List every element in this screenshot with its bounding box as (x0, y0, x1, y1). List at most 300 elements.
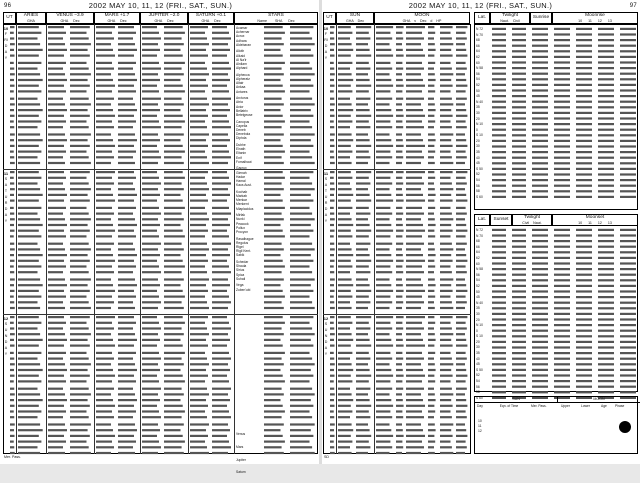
number-cell (598, 196, 614, 198)
number-cell (212, 399, 230, 401)
number-cell (190, 333, 209, 335)
number-cell (598, 185, 614, 187)
number-cell (190, 260, 208, 262)
summary-day-header: Day (477, 404, 483, 408)
number-cell (620, 240, 636, 242)
number-cell (118, 265, 136, 267)
number-cell (18, 271, 38, 273)
number-cell (554, 251, 570, 253)
number-cell (620, 374, 636, 376)
number-cell (576, 358, 592, 360)
number-cell (190, 207, 205, 209)
number-cell (48, 322, 66, 324)
latitude-label: 52 (476, 373, 480, 378)
number-cell (532, 112, 548, 114)
number-cell (532, 352, 548, 354)
number-cell (70, 188, 91, 190)
latitude-label: 35 (476, 150, 480, 155)
number-cell (96, 139, 113, 141)
number-cell (142, 62, 159, 64)
number-cell (290, 230, 313, 232)
number-cell (264, 207, 285, 209)
number-cell (598, 262, 614, 264)
number-cell (554, 151, 570, 153)
latitude-label: 54 (476, 379, 480, 384)
number-cell (212, 446, 231, 448)
number-cell (264, 271, 282, 273)
number-cell (290, 243, 312, 245)
number-cell (142, 133, 158, 135)
number-cell (70, 162, 91, 164)
number-cell (70, 416, 89, 418)
number-cell (290, 207, 310, 209)
number-cell (512, 318, 526, 320)
number-cell (48, 290, 64, 292)
number-cell (212, 358, 231, 360)
number-cell (118, 345, 134, 347)
number-cell (598, 56, 614, 58)
number-cell (118, 339, 137, 341)
number-cell (118, 278, 135, 280)
number-cell (290, 271, 312, 273)
col-moonrise: Moonrise 10 11 12 13 (552, 12, 638, 24)
number-cell (576, 28, 592, 30)
number-cell (264, 307, 284, 309)
number-cell (190, 380, 205, 382)
number-cell (164, 73, 184, 75)
number-cell (10, 380, 14, 382)
number-cell (96, 363, 111, 365)
number-cell (532, 39, 548, 41)
number-cell (492, 190, 506, 192)
number-cell (620, 229, 636, 231)
number-cell (18, 254, 43, 256)
number-cell (48, 139, 67, 141)
star-name: Spica (236, 272, 245, 277)
number-cell (290, 388, 312, 390)
number-cell (598, 279, 614, 281)
number-cell (620, 112, 636, 114)
number-cell (96, 177, 112, 179)
number-cell (164, 339, 181, 341)
number-cell (190, 296, 205, 298)
number-cell (48, 26, 64, 28)
number-cell (264, 85, 283, 87)
number-cell (512, 229, 526, 231)
number-cell (212, 109, 230, 111)
number-cell (554, 145, 570, 147)
number-cell (70, 265, 87, 267)
number-cell (492, 33, 506, 35)
number-cell (290, 32, 310, 34)
number-cell (532, 234, 548, 236)
number-cell (512, 173, 526, 175)
number-cell (598, 145, 614, 147)
number-cell (212, 32, 229, 34)
number-cell (290, 333, 315, 335)
number-cell (70, 316, 90, 318)
number-cell (70, 73, 91, 75)
number-cell (598, 50, 614, 52)
number-cell (532, 61, 548, 63)
number-cell (620, 45, 636, 47)
number-cell (290, 224, 311, 226)
star-name: Markab (236, 194, 247, 199)
number-cell (212, 339, 230, 341)
number-cell (96, 441, 112, 443)
number-cell (290, 290, 313, 292)
col-twilight: Twilight Naut. Civil (490, 12, 530, 24)
number-cell (48, 115, 64, 117)
number-cell (118, 79, 137, 81)
number-cell (142, 145, 157, 147)
number-cell (532, 285, 548, 287)
number-cell (290, 145, 313, 147)
number-cell (212, 243, 231, 245)
number-cell (142, 333, 158, 335)
number-cell (190, 352, 205, 354)
number-cell (620, 190, 636, 192)
number-cell (190, 171, 208, 173)
number-cell (118, 423, 135, 425)
number-cell (48, 218, 65, 220)
number-cell (70, 120, 87, 122)
number-cell (190, 213, 207, 215)
col-sunset: Sunset (490, 214, 512, 226)
number-cell (10, 43, 15, 45)
number-cell (118, 388, 133, 390)
latitude-label: N 40 (476, 300, 483, 305)
number-cell (598, 123, 614, 125)
number-cell (212, 213, 231, 215)
number-cell (190, 358, 207, 360)
number-cell (512, 45, 526, 47)
number-cell (512, 84, 526, 86)
star-name: Gienah (236, 170, 247, 175)
number-cell (290, 322, 310, 324)
number-cell (620, 84, 636, 86)
star-name: Alnilam (236, 62, 247, 67)
number-cell (96, 322, 112, 324)
number-cell (532, 33, 548, 35)
number-cell (512, 162, 526, 164)
star-name: Schedar (236, 260, 249, 265)
number-cell (512, 106, 526, 108)
number-cell (190, 248, 209, 250)
latitude-label: 56 (476, 71, 480, 76)
number-cell (492, 112, 506, 114)
number-cell (532, 67, 548, 69)
star-name: Acrux (236, 34, 245, 39)
number-cell (118, 410, 136, 412)
number-cell (264, 260, 283, 262)
number-cell (10, 416, 14, 418)
number-cell (10, 363, 15, 365)
number-cell (48, 145, 64, 147)
number-cell (620, 330, 636, 332)
summary-phase-header: Phase (615, 404, 625, 408)
latitude-label: 56 (476, 183, 480, 188)
number-cell (96, 410, 112, 412)
number-cell (48, 375, 64, 377)
number-cell (512, 302, 526, 304)
number-cell (532, 302, 548, 304)
number-cell (532, 89, 548, 91)
number-cell (512, 279, 526, 281)
number-cell (212, 452, 228, 454)
number-cell (290, 399, 311, 401)
number-cell (190, 98, 207, 100)
number-cell (290, 363, 315, 365)
number-cell (512, 358, 526, 360)
number-cell (290, 194, 311, 196)
number-cell (96, 73, 111, 75)
number-cell (96, 307, 111, 309)
number-cell (164, 446, 182, 448)
number-cell (164, 358, 182, 360)
number-cell (290, 156, 312, 158)
number-cell (620, 307, 636, 309)
number-cell (554, 363, 570, 365)
number-cell (96, 151, 112, 153)
col-saturn: SATURN +0.1 GHA Dec (188, 12, 234, 24)
number-cell (554, 285, 570, 287)
number-cell (70, 296, 87, 298)
number-cell (264, 133, 284, 135)
number-cell (212, 207, 229, 209)
number-cell (48, 363, 65, 365)
number-cell (620, 257, 636, 259)
number-cell (10, 284, 14, 286)
number-cell (212, 37, 231, 39)
number-cell (212, 333, 228, 335)
number-cell (554, 112, 570, 114)
number-cell (212, 301, 231, 303)
latitude-label: 58 (476, 189, 480, 194)
number-cell (620, 33, 636, 35)
number-cell (118, 73, 135, 75)
number-cell (264, 37, 282, 39)
number-cell (492, 234, 506, 236)
number-cell (576, 101, 592, 103)
number-cell (164, 171, 183, 173)
star-name: Al Na'ir (236, 57, 247, 62)
number-cell (554, 374, 570, 376)
number-cell (290, 254, 311, 256)
number-cell (142, 85, 157, 87)
number-cell (164, 405, 183, 407)
number-cell (532, 179, 548, 181)
number-cell (142, 37, 161, 39)
number-cell (18, 260, 39, 262)
number-cell (264, 109, 281, 111)
number-cell (118, 32, 136, 34)
number-cell (264, 145, 283, 147)
number-cell (164, 177, 185, 179)
number-cell (48, 316, 64, 318)
number-cell (212, 139, 230, 141)
number-cell (10, 120, 14, 122)
number-cell (190, 32, 205, 34)
number-cell (164, 345, 183, 347)
star-name: Nunki (236, 217, 245, 222)
number-cell (532, 262, 548, 264)
latitude-label: 58 (476, 390, 480, 395)
number-cell (212, 85, 227, 87)
number-cell (18, 213, 38, 215)
number-cell (48, 405, 64, 407)
number-cell (70, 423, 91, 425)
number-cell (10, 316, 15, 318)
number-cell (18, 316, 39, 318)
number-cell (554, 358, 570, 360)
summary-lower-header: Lower (581, 404, 590, 408)
number-cell (96, 296, 112, 298)
latitude-label: 64 (476, 250, 480, 255)
number-cell (264, 375, 283, 377)
number-cell (190, 416, 207, 418)
number-cell (164, 393, 184, 395)
number-cell (492, 117, 506, 119)
number-cell (576, 257, 592, 259)
number-cell (492, 140, 506, 142)
number-cell (118, 435, 134, 437)
number-cell (532, 257, 548, 259)
number-cell (70, 109, 88, 111)
col-jupiter: JUPITER −2.0 GHA Dec (140, 12, 188, 24)
number-cell (290, 103, 315, 105)
number-cell (290, 68, 312, 70)
number-cell (290, 296, 310, 298)
number-cell (96, 301, 114, 303)
number-cell (264, 339, 281, 341)
number-cell (554, 341, 570, 343)
number-cell (10, 243, 14, 245)
number-cell (212, 188, 228, 190)
number-cell (512, 50, 526, 52)
latitude-label: N 58 (476, 267, 483, 272)
number-cell (576, 33, 592, 35)
latitude-label: 0 (476, 328, 478, 333)
number-cell (164, 62, 185, 64)
number-cell (512, 374, 526, 376)
number-cell (598, 84, 614, 86)
number-cell (118, 151, 136, 153)
latitude-label: N 40 (476, 99, 483, 104)
number-cell (142, 156, 161, 158)
number-cell (142, 327, 161, 329)
number-cell (96, 369, 113, 371)
number-cell (48, 188, 65, 190)
number-cell (48, 243, 63, 245)
number-cell (576, 95, 592, 97)
number-cell (620, 391, 636, 393)
number-cell (70, 345, 90, 347)
number-cell (18, 446, 38, 448)
number-cell (142, 307, 158, 309)
star-name: Regulus (236, 240, 249, 245)
number-cell (70, 260, 90, 262)
latitude-label: 52 (476, 82, 480, 87)
latitude-label: N 10 (476, 323, 483, 328)
number-cell (118, 98, 133, 100)
star-name: Rigel (236, 245, 244, 250)
number-cell (512, 168, 526, 170)
number-cell (532, 106, 548, 108)
left-page-number: 96 (4, 3, 12, 9)
number-cell (96, 429, 113, 431)
number-cell (512, 123, 526, 125)
number-cell (118, 156, 133, 158)
number-cell (70, 435, 90, 437)
number-cell (118, 171, 134, 173)
number-cell (264, 200, 283, 202)
number-cell (96, 43, 111, 45)
number-cell (164, 260, 183, 262)
star-name: Achernar (236, 30, 250, 35)
number-cell (598, 352, 614, 354)
number-cell (532, 173, 548, 175)
number-cell (620, 56, 636, 58)
number-cell (48, 182, 63, 184)
number-cell (70, 452, 91, 454)
number-cell (190, 393, 209, 395)
number-cell (96, 339, 113, 341)
number-cell (48, 32, 66, 34)
number-cell (142, 290, 157, 292)
number-cell (492, 386, 506, 388)
number-cell (576, 151, 592, 153)
number-cell (532, 290, 548, 292)
number-cell (554, 257, 570, 259)
number-cell (598, 374, 614, 376)
number-cell (532, 117, 548, 119)
latitude-label: N 10 (476, 122, 483, 127)
star-name: Atria (236, 100, 243, 105)
latitude-label: 20 (476, 317, 480, 322)
number-cell (554, 318, 570, 320)
number-cell (554, 352, 570, 354)
number-cell (290, 109, 311, 111)
latitude-label: 30 (476, 110, 480, 115)
number-cell (18, 284, 43, 286)
number-cell (118, 162, 135, 164)
number-cell (142, 254, 160, 256)
number-cell (96, 446, 114, 448)
number-cell (576, 268, 592, 270)
number-cell (118, 248, 135, 250)
number-cell (142, 73, 158, 75)
number-cell (118, 405, 134, 407)
number-cell (264, 120, 285, 122)
number-cell (532, 330, 548, 332)
number-cell (532, 84, 548, 86)
number-cell (142, 429, 160, 431)
latitude-label: 50 (476, 289, 480, 294)
number-cell (576, 251, 592, 253)
number-cell (212, 115, 227, 117)
number-cell (554, 28, 570, 30)
number-cell (620, 279, 636, 281)
number-cell (512, 307, 526, 309)
number-cell (96, 62, 112, 64)
number-cell (492, 341, 506, 343)
number-cell (10, 194, 14, 196)
right-page (322, 0, 639, 464)
number-cell (264, 235, 285, 237)
number-cell (10, 133, 15, 135)
number-cell (620, 61, 636, 63)
